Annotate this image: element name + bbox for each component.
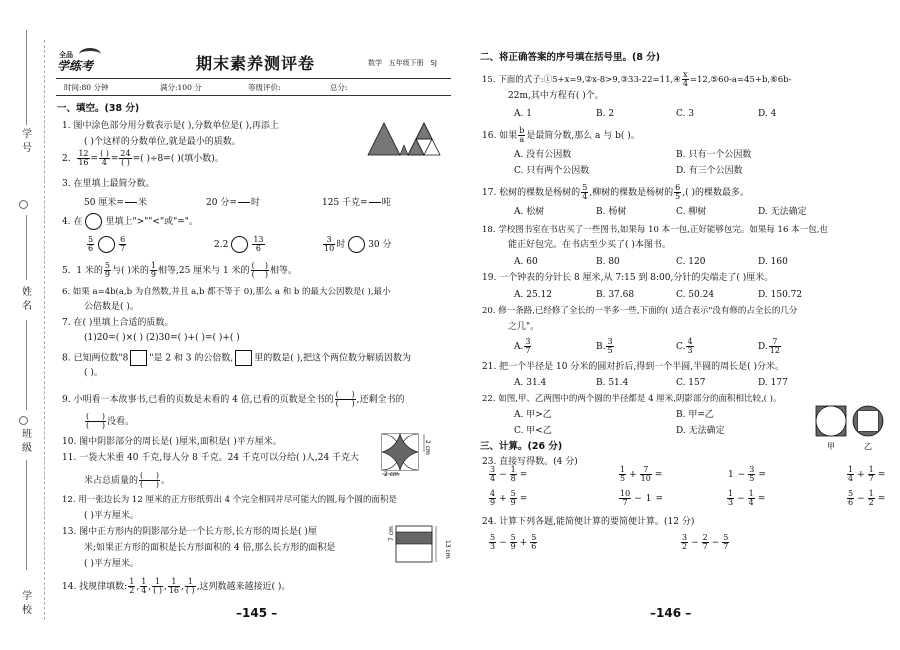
- q20-line2: 之几"。: [508, 322, 540, 332]
- q18-opt-d[interactable]: D. 160: [758, 257, 788, 267]
- page-title: 期末素养测评卷: [196, 54, 316, 73]
- q21-opt-c[interactable]: C. 157: [676, 378, 706, 388]
- q4-item2: 2.2 $\frac{13}{6}$: [214, 235, 264, 253]
- q18-opt-c[interactable]: C. 120: [676, 257, 706, 267]
- q16-opt-b[interactable]: B. 只有一个公因数: [676, 150, 752, 160]
- q1-line2: ( )个这样的分数单位,就是最小的质数。: [84, 137, 241, 147]
- q21-opt-b[interactable]: B. 51.4: [596, 378, 629, 388]
- q6-line2: 公倍数是( )。: [84, 302, 139, 312]
- q5: 5. 1 米的 $\frac{5}{9}$ 与( )米的 $\frac{1}{9}$ 相等,25 厘米与 1 米的 $\frac{( )}{( )}$ 相等。: [62, 261, 298, 279]
- q19-opt-a[interactable]: A. 25.12: [514, 290, 552, 300]
- q2: 2. $\frac{12}{16}$ = $\frac{( )}{4}$ = $\frac{24}{( )}$ =( )÷8=( )(填小数)。: [62, 149, 224, 167]
- q15-opt-b[interactable]: B. 2: [596, 109, 615, 119]
- q1-triangles-figure: [366, 121, 448, 157]
- q11-line1: 11. 一袋大米重 40 千克,每人分 8 千克。24 千克可以分给( )人,24 千克大: [62, 453, 360, 463]
- q24-stem: 24. 计算下列各题,能简便计算的要简便计算。(12 分): [482, 517, 695, 527]
- page-number-left: –145 –: [236, 606, 278, 620]
- calc-item: $\frac{10}{7}$ − 1 =: [620, 489, 664, 507]
- label-xuexiao: 学 校: [22, 591, 32, 616]
- q22-opt-b[interactable]: B. 甲=乙: [676, 410, 714, 420]
- header-rule: [56, 95, 451, 96]
- calc-item: $\frac{3}{4}$ − $\frac{1}{8}$ =: [490, 465, 528, 483]
- q4-item1: $\frac{5}{6}$ $\frac{6}{7}$: [88, 235, 126, 253]
- binding-hole: [19, 200, 28, 209]
- box-blank[interactable]: [235, 350, 252, 366]
- fig13-h2-label: 13 cm: [444, 540, 451, 559]
- fig10-width-label: 2 cm: [384, 471, 399, 478]
- q4-item3: $\frac{3}{10}$ 时 30 分: [324, 235, 392, 253]
- margin-line: [26, 215, 27, 280]
- calc-item: $\frac{1}{4}$ + $\frac{1}{7}$ =: [848, 465, 886, 483]
- label-xingming: 姓 名: [22, 287, 32, 312]
- calc-item: $\frac{1}{3}$ − $\frac{1}{4}$ =: [728, 489, 766, 507]
- q13-line2: 米;如果正方形的面积是长方形面积的 4 倍,那么长方形的面积是: [84, 543, 336, 553]
- q9-line1: 9. 小明看一本故事书,已看的页数是未看的 4 倍,已看的页数是全书的 $\frac{( )}{( )}$ ,还剩全书的: [62, 390, 405, 408]
- info-full: 满分:100 分: [160, 83, 202, 92]
- q23-stem: 23. 直接写得数。(4 分): [482, 457, 578, 467]
- fig10-height-label: 2 cm: [424, 440, 431, 455]
- q20-opt-a[interactable]: A. $\frac{3}{7}$: [514, 337, 531, 355]
- q12-line1: 12. 用一张边长为 12 厘米的正方形纸剪出 4 个完全相同并尽可能大的圆,每个圆的面积是: [62, 495, 397, 505]
- q21-opt-d[interactable]: D. 177: [758, 378, 788, 388]
- page-number-right: –146 –: [650, 606, 692, 620]
- q15-opt-d[interactable]: D. 4: [758, 109, 777, 119]
- label-xuehao: 学 号: [22, 129, 32, 154]
- q13-line1: 13. 图中正方形内的阴影部分是一个长方形,长方形的周长是( )厘: [62, 527, 317, 537]
- q3-item2: 20 分= 时: [206, 194, 260, 211]
- margin-line: [26, 320, 27, 410]
- q6-line1: 6. 如果 a=4b(a,b 为自然数,并且 a,b 都不等于 0),那么 a 和 b 的最大公因数是( ),最小: [62, 287, 391, 297]
- q10: 10. 图中阴影部分的周长是( )厘米,面积是( )平方厘米。: [62, 437, 282, 447]
- q20-line1: 20. 修一条路,已经修了全长的一半多一些,下面的( )适合表示"没有修的占全长的几分: [482, 306, 798, 316]
- info-time: 时间:80 分钟: [64, 83, 109, 92]
- info-level: 等级评价:: [248, 83, 281, 92]
- box-blank[interactable]: [130, 350, 147, 366]
- q13-line3: ( )平方厘米。: [84, 559, 139, 569]
- section-1-title: 一、填空。(38 分): [57, 103, 140, 114]
- q14: 14. 找规律填数: $\frac{1}{2}$ , $\frac{1}{4}$ , $\frac{1}{( )}$ , $\frac{1}{16}$ , $\frac{1}{( )}$ ,这列数越来越接近( )。: [62, 577, 291, 595]
- q1-line1: 1. 图中涂色部分用分数表示是( ),分数单位是( ),再添上: [62, 121, 279, 131]
- q8-line1: 8. 已知两位数"8 "是 2 和 3 的公倍数, 里的数是( ),把这个两位数分解质因数为: [62, 350, 411, 366]
- calc2-item: $\frac{5}{3}$ − $\frac{5}{9}$ + $\frac{5}{6}$: [490, 533, 537, 551]
- calc-item: $\frac{5}{6}$ − $\frac{1}{2}$ =: [848, 489, 886, 507]
- q19-stem: 19. 一个钟表的分针长 8 厘米,从 7:15 到 8:00,分针的尖端走了( )厘米。: [482, 273, 774, 283]
- subject-info: [368, 58, 437, 68]
- section-3-title: 三、计算。(26 分): [480, 441, 563, 452]
- q22-figure: [810, 404, 890, 452]
- circle-blank[interactable]: [348, 236, 365, 253]
- q15-opt-a[interactable]: A. 1: [514, 109, 532, 119]
- q17-stem: 17. 松树的棵数是杨树的 $\frac{5}{4}$ ,柳树的棵数是杨树的 $\frac{6}{5}$ ,( )的棵数最多。: [482, 183, 749, 201]
- q16-opt-a[interactable]: A. 没有公因数: [514, 150, 572, 160]
- q17-opt-c[interactable]: C. 柳树: [676, 207, 707, 217]
- q20-opt-b[interactable]: B. $\frac{3}{5}$: [596, 337, 613, 355]
- margin-line: [26, 30, 27, 125]
- q13-figure: [386, 522, 451, 566]
- calc-item: $\frac{1}{5}$ + $\frac{7}{10}$ =: [620, 465, 663, 483]
- q15-line2: 22m,其中方程有( )个。: [508, 91, 604, 101]
- label-banji: 班 级: [22, 429, 32, 454]
- cut-line: [44, 40, 45, 620]
- q22-opt-d[interactable]: D. 无法确定: [676, 426, 725, 436]
- q18-opt-a[interactable]: A. 60: [514, 257, 538, 267]
- q15-opt-c[interactable]: C. 3: [676, 109, 695, 119]
- brand-logo: [57, 50, 103, 72]
- fig-label-jia: 甲: [827, 442, 835, 451]
- binding-hole: [19, 416, 28, 425]
- q3-stem: 3. 在里填上最简分数。: [62, 179, 155, 189]
- circle-blank[interactable]: [85, 213, 102, 230]
- q16-stem: 16. 如果 $\frac{b}{a}$ 是最简分数,那么 a 与 b( )。: [482, 126, 640, 144]
- q11-line2: 米占总质量的 $\frac{( )}{( )}$ 。: [84, 471, 170, 489]
- q15-line1: 15. 下面的式子:①5+x=9,②x-8>9,③33-22=11,④ $\frac{x}{4}$ =12,⑤60-a=45+b,⑥6b-: [482, 70, 792, 88]
- q18-line2: 能正好包完。在书店至少买了( )本图书。: [508, 240, 671, 250]
- q3-item3: 125 千克= 吨: [322, 194, 391, 211]
- q17-opt-d[interactable]: D. 无法确定: [758, 207, 807, 217]
- brand-top: 全品: [59, 51, 73, 59]
- margin-line: [26, 460, 27, 570]
- q3-item1: 50 厘米= 米: [84, 194, 147, 211]
- q18-line1: 18. 学校图书室在书店买了一些图书,如果每 10 本一包,正好能够包完。如果每 16 本一包,也: [482, 225, 828, 235]
- q18-opt-b[interactable]: B. 80: [596, 257, 620, 267]
- q22-opt-a[interactable]: A. 甲>乙: [514, 410, 552, 420]
- q7-items: (1)20=( )×( ) (2)30=( )+( )=( )+( ): [84, 333, 240, 343]
- subject: 数学: [368, 59, 382, 67]
- calc2-item: $\frac{3}{2}$ − $\frac{2}{7}$ − $\frac{5}{7}$: [682, 533, 729, 551]
- binding-margin: [0, 0, 48, 650]
- q20-opt-c[interactable]: C. $\frac{4}{3}$: [676, 337, 693, 355]
- brand-main: 学练考: [57, 59, 94, 73]
- circle-blank[interactable]: [98, 236, 115, 253]
- header-rule: [56, 78, 451, 79]
- q20-opt-d[interactable]: D. $\frac{7}{12}$: [758, 337, 780, 355]
- q9-line2: $\frac{( )}{( )}$ 没看。: [86, 412, 134, 430]
- circle-blank[interactable]: [231, 236, 248, 253]
- q4-stem: 4. 在 里填上">""<"或"="。: [62, 213, 198, 230]
- q19-opt-b[interactable]: B. 37.68: [596, 290, 635, 300]
- info-total: 总分:: [330, 83, 348, 92]
- q10-figure: [378, 430, 444, 476]
- grade: 五年级下册: [388, 59, 424, 67]
- q17-opt-b[interactable]: B. 杨树: [596, 207, 627, 217]
- calc-item: $\frac{4}{9}$ + $\frac{5}{9}$ =: [490, 489, 528, 507]
- q17-opt-a[interactable]: A. 松树: [514, 207, 545, 217]
- q21-opt-a[interactable]: A. 31.4: [514, 378, 547, 388]
- q7-stem: 7. 在( )里填上合适的质数。: [62, 318, 174, 328]
- section-2-title: 二、将正确答案的序号填在括号里。(8 分): [480, 52, 661, 63]
- q22-opt-c[interactable]: C. 甲<乙: [514, 426, 552, 436]
- q16-opt-c[interactable]: C. 只有两个公因数: [514, 166, 590, 176]
- fig13-h1-label: 7 cm: [388, 526, 395, 541]
- q22-stem: 22. 如图,甲、乙两图中的两个圆的半径都是 4 厘米,阴影部分的面积相比较,( )。: [482, 394, 782, 404]
- q19-opt-c[interactable]: C. 50.24: [676, 290, 715, 300]
- fig-label-yi: 乙: [864, 442, 872, 451]
- edition: SJ: [430, 59, 437, 67]
- q12-line2: ( )平方厘米。: [84, 511, 139, 521]
- q19-opt-d[interactable]: D. 150.72: [758, 290, 803, 300]
- calc-item: 1 − $\frac{3}{5}$ =: [728, 465, 766, 483]
- q16-opt-d[interactable]: D. 有三个公因数: [676, 166, 743, 176]
- q21-stem: 21. 把一个半径是 10 分米的圆对折后,得到一个半圆,半圆的周长是( )分米。: [482, 362, 784, 372]
- q8-line2: ( )。: [84, 368, 103, 378]
